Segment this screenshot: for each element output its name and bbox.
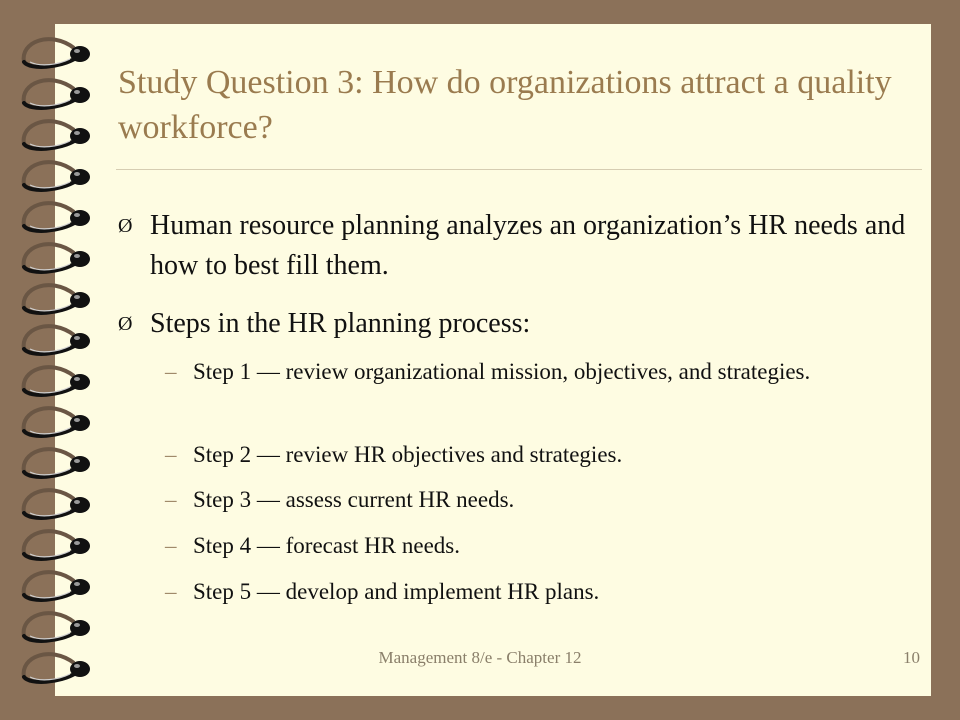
title-divider — [116, 169, 922, 170]
sub-bullet-step-2 — [165, 439, 905, 470]
spiral-ring-icon — [24, 449, 90, 477]
spiral-binding-icon — [0, 0, 110, 720]
sub-bullet-text: Step 1 — review organizational mission, objectives, and strategies. — [193, 359, 811, 384]
sub-bullet-step-3 — [165, 484, 905, 515]
spiral-ring-icon — [24, 39, 90, 67]
sub-bullet-text: Step 2 — review HR objectives and strategies. — [193, 442, 623, 467]
dash-marker: – — [165, 359, 177, 384]
dash-marker: – — [165, 579, 177, 604]
spiral-ring-icon — [24, 285, 90, 313]
spiral-ring-icon — [24, 572, 90, 600]
arrow-bullet-icon: Ø — [118, 215, 133, 237]
spiral-ring-icon — [24, 490, 90, 518]
spiral-ring-icon — [24, 244, 90, 272]
spiral-ring-icon — [24, 367, 90, 395]
dash-marker: – — [165, 487, 177, 512]
spiral-ring-icon — [24, 121, 90, 149]
bullet-steps — [118, 304, 908, 344]
bullet-text: Steps in the HR planning process: — [150, 308, 531, 339]
spiral-ring-icon — [24, 408, 90, 436]
dash-marker: – — [165, 533, 177, 558]
spiral-ring-icon — [24, 613, 90, 641]
slide-title: Study Question 3: How do organizations attract a quality workforce? — [118, 64, 892, 146]
sub-bullet-text: Step 5 — develop and implement HR plans. — [193, 579, 600, 604]
spiral-ring-icon — [24, 203, 90, 231]
sub-bullet-text: Step 3 — assess current HR needs. — [193, 487, 515, 512]
slide-footer: Management 8/e - Chapter 12 — [378, 648, 582, 667]
spiral-ring-icon — [24, 162, 90, 190]
arrow-bullet-icon: Ø — [118, 313, 133, 335]
spiral-ring-icon — [24, 531, 90, 559]
sub-bullet-step-4 — [165, 530, 905, 561]
bullet-text: Human resource planning analyzes an organization’s HR needs and how to best fill them. — [150, 210, 906, 281]
dash-marker: – — [165, 442, 177, 467]
page-number: 10 — [903, 648, 920, 667]
sub-bullet-text: Step 4 — forecast HR needs. — [193, 533, 460, 558]
sub-bullet-step-5 — [165, 576, 905, 607]
spiral-ring-icon — [24, 80, 90, 108]
bullet-hr-planning — [118, 206, 908, 286]
spiral-ring-icon — [24, 326, 90, 354]
sub-bullet-step-1 — [165, 356, 905, 387]
